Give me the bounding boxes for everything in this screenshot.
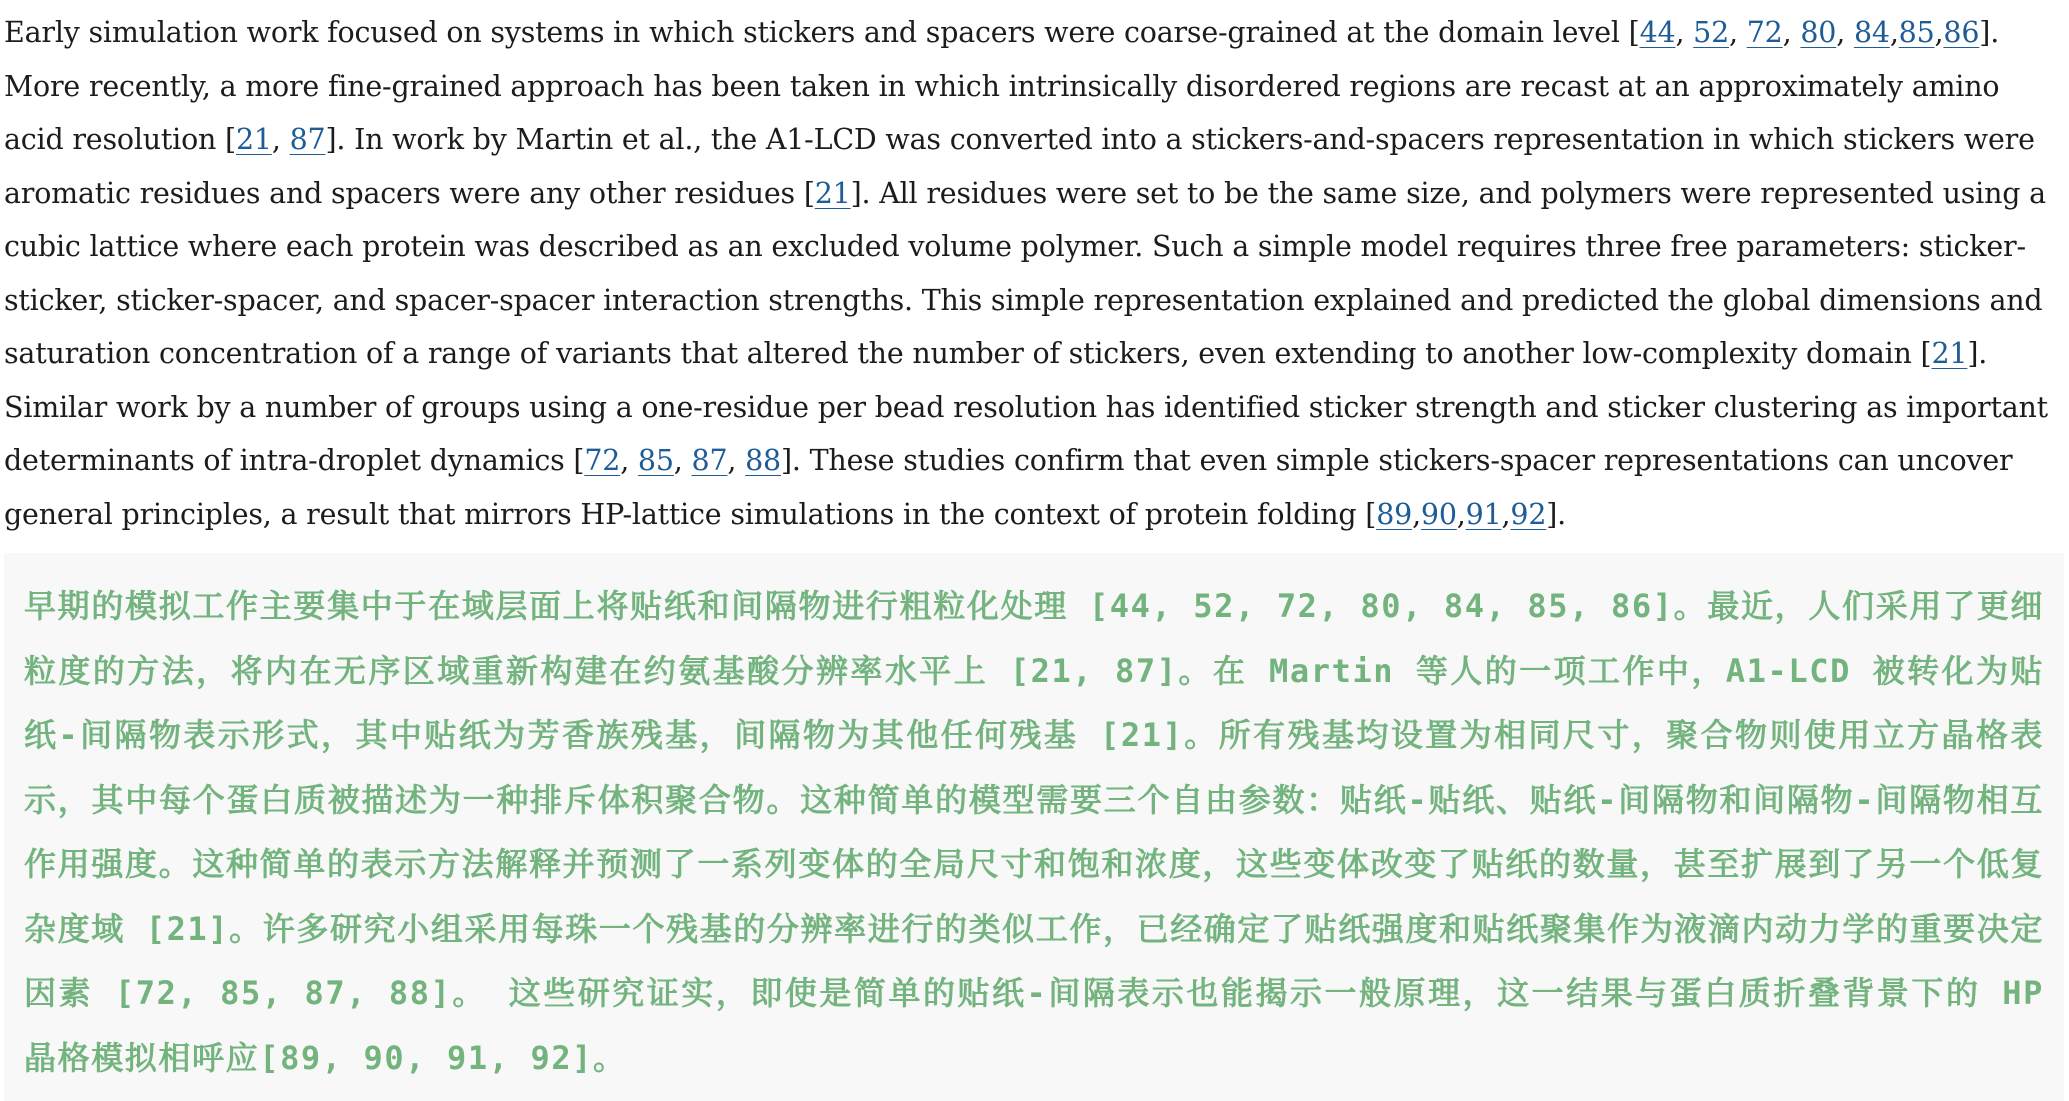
citation-link-88[interactable]: 88 [745, 444, 781, 477]
paragraph-text: , [1782, 16, 1801, 49]
english-paragraph [4, 6, 2062, 541]
paragraph-text: , [1456, 497, 1466, 531]
paragraph-text: , [620, 444, 638, 477]
paragraph-text: , [271, 123, 290, 156]
paragraph-text: ]. In work by Martin et al., the A1-LCD was converted into a stickers-and-spacers representation in which stickers were aromatic residues and spacers were any other residues [ [4, 123, 2035, 210]
paragraph-text: , [1934, 16, 1944, 49]
translation-block [4, 553, 2064, 1101]
citation-link-52[interactable]: 52 [1693, 16, 1730, 49]
citation-link-90[interactable]: 90 [1420, 497, 1457, 531]
citation-link-87[interactable]: 87 [289, 123, 326, 156]
paragraph-text: ]. All residues were set to be the same size, and polymers were represented using a cubic lattice where each protein was described as an excluded volume polymer. Such a simple model requires three free parameters: sticker-sticker, sticker-spacer, and spacer-spacer interaction strengths. This simple representation explained and predicted the global dimensions and saturation concentration of a range of variants that altered the number of stickers, even extending to another low-complexity domain [ [4, 176, 2046, 370]
citation-link-92[interactable]: 92 [1510, 497, 1547, 531]
paragraph-text: ]. These studies confirm that even simple stickers-spacer representations can uncover general principles, a result that mirrors HP-lattice simulations in the context of protein folding [ [4, 444, 2013, 531]
paragraph-text: , [1889, 16, 1899, 49]
paragraph-text: Early simulation work focused on systems in which stickers and spacers were coarse-grained at the domain level [ [4, 16, 1640, 49]
citation-link-91[interactable]: 91 [1465, 497, 1502, 531]
citation-link-21[interactable]: 21 [814, 176, 851, 210]
citation-link-87[interactable]: 87 [691, 444, 728, 477]
citation-link-85[interactable]: 85 [1898, 16, 1935, 49]
translation-paragraph: 早期的模拟工作主要集中于在域层面上将贴纸和间隔物进行粗粒化处理 [44, 52, 72, 80, 84, 85, 86]。最近，人们采用了更细粒度的方法，将内在无序区域重新构建在约氨基酸分辨率水平上 [21, 87]。在 Martin 等人的一项工作中，A1-LCD 被转化为贴纸-间隔物表示形式，其中贴纸为芳香族残基，间隔物为其他任何残基 [21]。所有残基均设置为相同尺寸，聚合物则使用立方晶格表示，其中每个蛋白质被描述为一种排斥体积聚合物。这种简单的模型需要三个自由参数：贴纸-贴纸、贴纸-间隔物和间隔物-间隔物相互作用强度。这种简单的表示方法解释并预测了一系列变体的全局尺寸和饱和浓度，这些变体改变了贴纸的数量，甚至扩展到了另一个低复杂度域 [21]。许多研究小组采用每珠一个残基的分辨率进行的类似工作，已经确定了贴纸强度和贴纸聚集作为液滴内动力学的重要决定因素 [72, 85, 87, 88]。 这些研究证实，即使是简单的贴纸-间隔表示也能揭示一般原理，这一结果与蛋白质折叠背景下的 HP 晶格模拟相呼应[89, 90, 91, 92]。 [24, 587, 2044, 1077]
citation-link-21[interactable]: 21 [1931, 337, 1968, 370]
citation-link-86[interactable]: 86 [1943, 16, 1980, 49]
citation-link-72[interactable]: 72 [584, 444, 621, 477]
citation-link-80[interactable]: 80 [1800, 16, 1837, 49]
paragraph-text: , [1836, 16, 1854, 49]
citation-link-84[interactable]: 84 [1853, 16, 1890, 49]
paragraph-text: , [1729, 16, 1747, 49]
paragraph-text: ]. More recently, a more fine-grained approach has been taken in which intrinsically disordered regions are recast at an approximately amino acid resolution [ [4, 16, 2000, 156]
paragraph-text: ]. [1546, 497, 1567, 531]
citation-link-44[interactable]: 44 [1639, 16, 1676, 49]
paragraph-text: , [727, 444, 746, 477]
paragraph-text: ]. Similar work by a number of groups using a one-residue per bead resolution has identified sticker strength and sticker clustering as important determinants of intra-droplet dynamics [ [4, 337, 2048, 477]
citation-link-21[interactable]: 21 [235, 123, 272, 156]
paragraph-text: , [1501, 497, 1511, 531]
paragraph-text: , [1675, 16, 1694, 49]
citation-link-72[interactable]: 72 [1746, 16, 1783, 49]
paragraph-text: , [1412, 497, 1421, 531]
paragraph-text: , [673, 444, 692, 477]
citation-link-89[interactable]: 89 [1376, 497, 1413, 531]
citation-link-85[interactable]: 85 [637, 444, 674, 477]
